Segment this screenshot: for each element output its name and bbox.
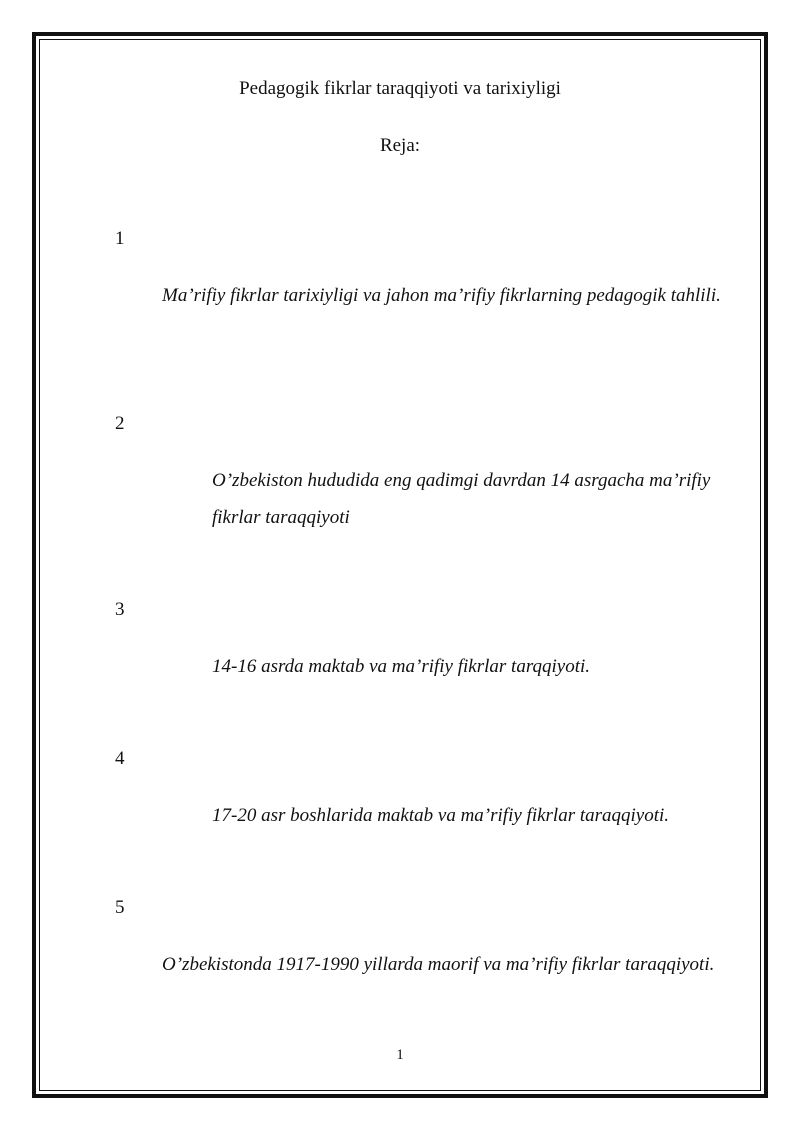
page-border-inner bbox=[39, 39, 761, 1091]
page-number: 1 bbox=[396, 1047, 404, 1063]
plan-item-text: 14-16 asrda maktab va ma’rifiy fikrlar tarqqiyoti. bbox=[212, 656, 591, 677]
document-title: Pedagogik fikrlar taraqqiyoti va tarixiyligi bbox=[239, 78, 561, 99]
plan-item-number: 3 bbox=[115, 599, 125, 620]
plan-item-number: 4 bbox=[115, 748, 125, 769]
plan-item-number: 5 bbox=[115, 897, 125, 918]
plan-item-number: 1 bbox=[115, 228, 125, 249]
plan-item-text: 17-20 asr boshlarida maktab va ma’rifiy fikrlar taraqqiyoti. bbox=[212, 805, 670, 826]
plan-item-text: O’zbekistonda 1917-1990 yillarda maorif va ma’rifiy fikrlar taraqqiyoti. bbox=[162, 954, 715, 975]
plan-item-number: 2 bbox=[115, 413, 125, 434]
plan-item-text: Ma’rifiy fikrlar tarixiyligi va jahon ma’rifiy fikrlarning pedagogik tahlili. bbox=[162, 285, 721, 306]
plan-item-text: O’zbekiston hududida eng qadimgi davrdan 14 asrgacha ma’rifiy fikrlar taraqqiyoti bbox=[212, 470, 711, 528]
plan-heading: Reja: bbox=[379, 135, 421, 156]
